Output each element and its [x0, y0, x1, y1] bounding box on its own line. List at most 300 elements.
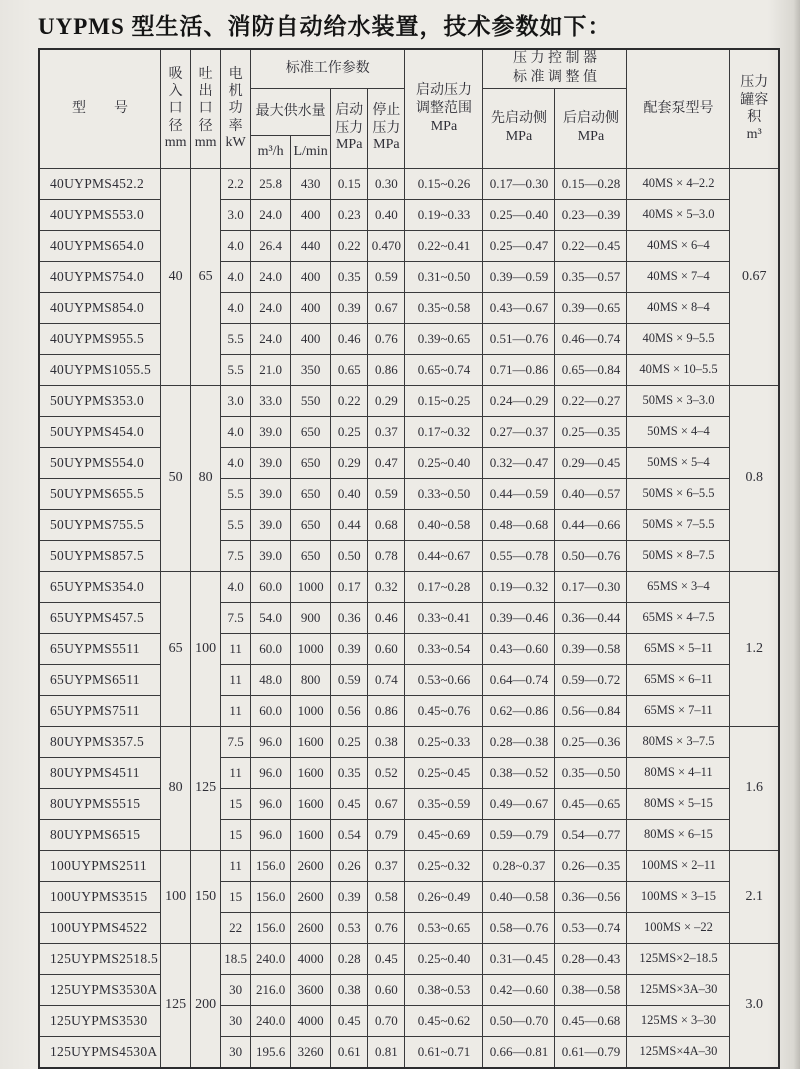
cell-max-supply-lmin: 2600 — [291, 912, 331, 943]
cell-motor-power: 30 — [221, 1005, 251, 1036]
cell-later-start-side: 0.29—0.45 — [555, 447, 627, 478]
cell-later-start-side: 0.17—0.30 — [555, 571, 627, 602]
cell-stop-pressure: 0.47 — [368, 447, 405, 478]
cell-first-start-side: 0.51—0.76 — [483, 323, 555, 354]
cell-start-pressure: 0.45 — [331, 788, 368, 819]
cell-stop-pressure: 0.37 — [368, 850, 405, 881]
cell-later-start-side: 0.22—0.27 — [555, 385, 627, 416]
cell-model: 40UYPMS553.0 — [39, 199, 161, 230]
cell-model: 100UYPMS4522 — [39, 912, 161, 943]
cell-max-supply-lmin: 350 — [291, 354, 331, 385]
cell-model: 125UYPMS2518.5 — [39, 943, 161, 974]
cell-max-supply-m3h: 39.0 — [251, 416, 291, 447]
cell-model: 40UYPMS1055.5 — [39, 354, 161, 385]
cell-max-supply-m3h: 26.4 — [251, 230, 291, 261]
cell-model: 80UYPMS5515 — [39, 788, 161, 819]
cell-motor-power: 2.2 — [221, 168, 251, 199]
cell-adjust-range: 0.25~0.45 — [405, 757, 483, 788]
cell-later-start-side: 0.26—0.35 — [555, 850, 627, 881]
cell-adjust-range: 0.25~0.40 — [405, 447, 483, 478]
cell-first-start-side: 0.59—0.79 — [483, 819, 555, 850]
cell-motor-power: 11 — [221, 633, 251, 664]
cell-model: 40UYPMS452.2 — [39, 168, 161, 199]
cell-adjust-range: 0.15~0.25 — [405, 385, 483, 416]
cell-first-start-side: 0.39—0.59 — [483, 261, 555, 292]
cell-start-pressure: 0.28 — [331, 943, 368, 974]
cell-max-supply-lmin: 2600 — [291, 881, 331, 912]
cell-motor-power: 7.5 — [221, 602, 251, 633]
cell-discharge-diameter: 65 — [191, 168, 221, 385]
cell-adjust-range: 0.22~0.41 — [405, 230, 483, 261]
cell-start-pressure: 0.35 — [331, 757, 368, 788]
cell-stop-pressure: 0.38 — [368, 726, 405, 757]
cell-adjust-range: 0.61~0.71 — [405, 1036, 483, 1068]
header-model: 型 号 — [39, 49, 161, 168]
cell-stop-pressure: 0.40 — [368, 199, 405, 230]
cell-discharge-diameter: 200 — [191, 943, 221, 1068]
cell-first-start-side: 0.38—0.52 — [483, 757, 555, 788]
cell-model: 80UYPMS6515 — [39, 819, 161, 850]
cell-first-start-side: 0.55—0.78 — [483, 540, 555, 571]
cell-model: 50UYPMS353.0 — [39, 385, 161, 416]
cell-start-pressure: 0.39 — [331, 881, 368, 912]
cell-max-supply-lmin: 550 — [291, 385, 331, 416]
cell-later-start-side: 0.59—0.72 — [555, 664, 627, 695]
cell-max-supply-lmin: 1600 — [291, 757, 331, 788]
cell-start-pressure: 0.17 — [331, 571, 368, 602]
cell-model: 100UYPMS3515 — [39, 881, 161, 912]
header-pump-model: 配套泵型号 — [627, 49, 730, 168]
cell-stop-pressure: 0.32 — [368, 571, 405, 602]
cell-first-start-side: 0.58—0.76 — [483, 912, 555, 943]
cell-start-pressure: 0.61 — [331, 1036, 368, 1068]
cell-max-supply-m3h: 96.0 — [251, 726, 291, 757]
cell-motor-power: 5.5 — [221, 478, 251, 509]
cell-stop-pressure: 0.78 — [368, 540, 405, 571]
cell-first-start-side: 0.50—0.70 — [483, 1005, 555, 1036]
cell-stop-pressure: 0.52 — [368, 757, 405, 788]
cell-later-start-side: 0.23—0.39 — [555, 199, 627, 230]
cell-adjust-range: 0.45~0.76 — [405, 695, 483, 726]
cell-stop-pressure: 0.37 — [368, 416, 405, 447]
cell-later-start-side: 0.25—0.36 — [555, 726, 627, 757]
cell-max-supply-m3h: 60.0 — [251, 633, 291, 664]
cell-first-start-side: 0.19—0.32 — [483, 571, 555, 602]
header-controller-line2: 标 准 调 整 值 — [512, 69, 597, 85]
cell-motor-power: 15 — [221, 819, 251, 850]
header-discharge-unit: mm — [194, 134, 217, 150]
cell-motor-power: 7.5 — [221, 726, 251, 757]
cell-motor-power: 30 — [221, 1036, 251, 1068]
cell-adjust-range: 0.17~0.32 — [405, 416, 483, 447]
cell-start-pressure: 0.36 — [331, 602, 368, 633]
cell-tank-volume: 3.0 — [730, 943, 779, 1068]
cell-adjust-range: 0.65~0.74 — [405, 354, 483, 385]
cell-pump-model: 80MS × 4–11 — [627, 757, 730, 788]
cell-max-supply-lmin: 400 — [291, 261, 331, 292]
cell-adjust-range: 0.26~0.49 — [405, 881, 483, 912]
cell-adjust-range: 0.38~0.53 — [405, 974, 483, 1005]
cell-motor-power: 4.0 — [221, 230, 251, 261]
cell-model: 40UYPMS754.0 — [39, 261, 161, 292]
cell-max-supply-m3h: 25.8 — [251, 168, 291, 199]
cell-max-supply-m3h: 195.6 — [251, 1036, 291, 1068]
cell-first-start-side: 0.43—0.60 — [483, 633, 555, 664]
cell-motor-power: 30 — [221, 974, 251, 1005]
cell-max-supply-m3h: 156.0 — [251, 881, 291, 912]
cell-adjust-range: 0.31~0.50 — [405, 261, 483, 292]
cell-first-start-side: 0.32—0.47 — [483, 447, 555, 478]
cell-adjust-range: 0.44~0.67 — [405, 540, 483, 571]
header-first-start-unit: MPa — [505, 129, 533, 145]
cell-pump-model: 65MS × 7–11 — [627, 695, 730, 726]
cell-first-start-side: 0.42—0.60 — [483, 974, 555, 1005]
cell-start-pressure: 0.40 — [331, 478, 368, 509]
cell-first-start-side: 0.71—0.86 — [483, 354, 555, 385]
cell-stop-pressure: 0.76 — [368, 912, 405, 943]
cell-start-pressure: 0.54 — [331, 819, 368, 850]
table-row — [39, 974, 779, 1005]
cell-start-pressure: 0.53 — [331, 912, 368, 943]
cell-later-start-side: 0.56—0.84 — [555, 695, 627, 726]
table-row — [39, 850, 779, 881]
cell-start-pressure: 0.39 — [331, 633, 368, 664]
table-row — [39, 819, 779, 850]
cell-adjust-range: 0.40~0.58 — [405, 509, 483, 540]
cell-motor-power: 4.0 — [221, 261, 251, 292]
cell-motor-power: 11 — [221, 695, 251, 726]
cell-pump-model: 125MS × 3–30 — [627, 1005, 730, 1036]
cell-max-supply-lmin: 4000 — [291, 943, 331, 974]
header-pressure-controller — [483, 49, 627, 88]
cell-adjust-range: 0.45~0.69 — [405, 819, 483, 850]
cell-model: 65UYPMS354.0 — [39, 571, 161, 602]
cell-start-pressure: 0.26 — [331, 850, 368, 881]
header-start-label: 启动压力 — [335, 103, 364, 136]
cell-pump-model: 40MS × 5–3.0 — [627, 199, 730, 230]
cell-pump-model: 80MS × 6–15 — [627, 819, 730, 850]
header-controller-line1: 压 力 控 制 器 — [512, 51, 597, 66]
cell-first-start-side: 0.48—0.68 — [483, 509, 555, 540]
cell-max-supply-lmin: 4000 — [291, 1005, 331, 1036]
cell-max-supply-m3h: 48.0 — [251, 664, 291, 695]
table-row — [39, 726, 779, 757]
cell-pump-model: 100MS × 2–11 — [627, 850, 730, 881]
cell-max-supply-lmin: 3600 — [291, 974, 331, 1005]
header-stop-label: 停止压力 — [372, 103, 401, 136]
cell-max-supply-m3h: 240.0 — [251, 1005, 291, 1036]
cell-later-start-side: 0.22—0.45 — [555, 230, 627, 261]
cell-start-pressure: 0.22 — [331, 230, 368, 261]
cell-start-pressure: 0.35 — [331, 261, 368, 292]
cell-pump-model: 40MS × 7–4 — [627, 261, 730, 292]
cell-start-pressure: 0.39 — [331, 292, 368, 323]
cell-stop-pressure: 0.86 — [368, 695, 405, 726]
header-first-start-side — [483, 88, 555, 168]
header-tank-volume — [730, 49, 779, 168]
cell-adjust-range: 0.39~0.65 — [405, 323, 483, 354]
table-header — [39, 49, 779, 168]
cell-model: 50UYPMS554.0 — [39, 447, 161, 478]
cell-max-supply-lmin: 650 — [291, 540, 331, 571]
cell-later-start-side: 0.39—0.65 — [555, 292, 627, 323]
cell-pump-model: 40MS × 8–4 — [627, 292, 730, 323]
cell-start-pressure: 0.15 — [331, 168, 368, 199]
cell-later-start-side: 0.46—0.74 — [555, 323, 627, 354]
table-row — [39, 912, 779, 943]
cell-start-pressure: 0.56 — [331, 695, 368, 726]
cell-first-start-side: 0.62—0.86 — [483, 695, 555, 726]
cell-pump-model: 65MS × 5–11 — [627, 633, 730, 664]
cell-motor-power: 5.5 — [221, 323, 251, 354]
table-row — [39, 943, 779, 974]
cell-model: 40UYPMS955.5 — [39, 323, 161, 354]
table-row — [39, 602, 779, 633]
cell-pump-model: 40MS × 10–5.5 — [627, 354, 730, 385]
table-row — [39, 788, 779, 819]
cell-later-start-side: 0.45—0.68 — [555, 1005, 627, 1036]
cell-adjust-range: 0.25~0.33 — [405, 726, 483, 757]
cell-motor-power: 15 — [221, 881, 251, 912]
cell-adjust-range: 0.33~0.50 — [405, 478, 483, 509]
cell-adjust-range: 0.25~0.40 — [405, 943, 483, 974]
cell-adjust-range: 0.45~0.62 — [405, 1005, 483, 1036]
cell-max-supply-lmin: 1600 — [291, 819, 331, 850]
header-tank-label: 压力罐容积 — [740, 75, 769, 126]
cell-discharge-diameter: 80 — [191, 385, 221, 571]
cell-pump-model: 40MS × 6–4 — [627, 230, 730, 261]
header-lmin: L/min — [291, 135, 331, 168]
cell-model: 65UYPMS457.5 — [39, 602, 161, 633]
cell-motor-power: 11 — [221, 664, 251, 695]
cell-pump-model: 50MS × 3–3.0 — [627, 385, 730, 416]
cell-max-supply-lmin: 1600 — [291, 788, 331, 819]
header-motor-power — [221, 49, 251, 168]
cell-adjust-range: 0.35~0.58 — [405, 292, 483, 323]
table-row — [39, 695, 779, 726]
cell-pump-model: 50MS × 6–5.5 — [627, 478, 730, 509]
table-row — [39, 757, 779, 788]
cell-stop-pressure: 0.30 — [368, 168, 405, 199]
cell-adjust-range: 0.19~0.33 — [405, 199, 483, 230]
cell-max-supply-lmin: 2600 — [291, 850, 331, 881]
header-adjust-unit: MPa — [430, 118, 458, 134]
cell-pump-model: 50MS × 8–7.5 — [627, 540, 730, 571]
cell-max-supply-lmin: 400 — [291, 199, 331, 230]
header-suction-unit: mm — [164, 134, 187, 150]
cell-max-supply-m3h: 33.0 — [251, 385, 291, 416]
header-start-pressure — [331, 88, 368, 168]
table-row — [39, 261, 779, 292]
spec-table — [38, 48, 780, 1069]
cell-start-pressure: 0.46 — [331, 323, 368, 354]
table-row — [39, 323, 779, 354]
cell-pump-model: 50MS × 7–5.5 — [627, 509, 730, 540]
cell-stop-pressure: 0.70 — [368, 1005, 405, 1036]
header-later-start-side — [555, 88, 627, 168]
cell-first-start-side: 0.31—0.45 — [483, 943, 555, 974]
cell-suction-diameter: 40 — [161, 168, 191, 385]
cell-model: 40UYPMS854.0 — [39, 292, 161, 323]
cell-pump-model: 65MS × 3–4 — [627, 571, 730, 602]
cell-motor-power: 4.0 — [221, 292, 251, 323]
cell-pump-model: 65MS × 4–7.5 — [627, 602, 730, 633]
cell-start-pressure: 0.65 — [331, 354, 368, 385]
header-suction-diameter — [161, 49, 191, 168]
cell-adjust-range: 0.35~0.59 — [405, 788, 483, 819]
cell-pump-model: 40MS × 9–5.5 — [627, 323, 730, 354]
header-max-supply: 最大供水量 — [251, 88, 331, 135]
cell-later-start-side: 0.54—0.77 — [555, 819, 627, 850]
cell-max-supply-m3h: 156.0 — [251, 850, 291, 881]
cell-later-start-side: 0.50—0.76 — [555, 540, 627, 571]
cell-max-supply-m3h: 39.0 — [251, 540, 291, 571]
cell-first-start-side: 0.44—0.59 — [483, 478, 555, 509]
cell-model: 50UYPMS755.5 — [39, 509, 161, 540]
table-row — [39, 168, 779, 199]
cell-adjust-range: 0.17~0.28 — [405, 571, 483, 602]
cell-motor-power: 18.5 — [221, 943, 251, 974]
header-later-start-unit: MPa — [577, 129, 605, 145]
cell-first-start-side: 0.66—0.81 — [483, 1036, 555, 1068]
cell-model: 125UYPMS3530A — [39, 974, 161, 1005]
cell-max-supply-m3h: 60.0 — [251, 571, 291, 602]
cell-stop-pressure: 0.470 — [368, 230, 405, 261]
table-row — [39, 447, 779, 478]
cell-max-supply-m3h: 24.0 — [251, 199, 291, 230]
table-body — [39, 168, 779, 1068]
cell-max-supply-lmin: 650 — [291, 478, 331, 509]
cell-model: 80UYPMS357.5 — [39, 726, 161, 757]
cell-stop-pressure: 0.81 — [368, 1036, 405, 1068]
cell-stop-pressure: 0.79 — [368, 819, 405, 850]
cell-max-supply-lmin: 1000 — [291, 695, 331, 726]
cell-max-supply-lmin: 3260 — [291, 1036, 331, 1068]
cell-model: 50UYPMS454.0 — [39, 416, 161, 447]
cell-stop-pressure: 0.67 — [368, 788, 405, 819]
header-motor-unit: kW — [225, 134, 246, 150]
table-row — [39, 1036, 779, 1068]
cell-max-supply-m3h: 54.0 — [251, 602, 291, 633]
cell-tank-volume: 0.67 — [730, 168, 779, 385]
cell-max-supply-m3h: 24.0 — [251, 323, 291, 354]
cell-stop-pressure: 0.45 — [368, 943, 405, 974]
cell-tank-volume: 1.6 — [730, 726, 779, 850]
cell-max-supply-m3h: 60.0 — [251, 695, 291, 726]
cell-pump-model: 80MS × 3–7.5 — [627, 726, 730, 757]
cell-discharge-diameter: 125 — [191, 726, 221, 850]
cell-max-supply-lmin: 1600 — [291, 726, 331, 757]
cell-stop-pressure: 0.58 — [368, 881, 405, 912]
table-row — [39, 292, 779, 323]
cell-start-pressure: 0.44 — [331, 509, 368, 540]
table-row — [39, 478, 779, 509]
cell-model: 65UYPMS6511 — [39, 664, 161, 695]
cell-model: 50UYPMS857.5 — [39, 540, 161, 571]
cell-pump-model: 50MS × 5–4 — [627, 447, 730, 478]
table-row — [39, 199, 779, 230]
cell-tank-volume: 2.1 — [730, 850, 779, 943]
cell-max-supply-m3h: 96.0 — [251, 757, 291, 788]
cell-start-pressure: 0.38 — [331, 974, 368, 1005]
cell-stop-pressure: 0.68 — [368, 509, 405, 540]
cell-motor-power: 22 — [221, 912, 251, 943]
cell-model: 80UYPMS4511 — [39, 757, 161, 788]
cell-max-supply-m3h: 96.0 — [251, 788, 291, 819]
cell-later-start-side: 0.44—0.66 — [555, 509, 627, 540]
cell-later-start-side: 0.36—0.44 — [555, 602, 627, 633]
cell-later-start-side: 0.38—0.58 — [555, 974, 627, 1005]
cell-max-supply-lmin: 430 — [291, 168, 331, 199]
cell-adjust-range: 0.15~0.26 — [405, 168, 483, 199]
cell-later-start-side: 0.25—0.35 — [555, 416, 627, 447]
cell-suction-diameter: 125 — [161, 943, 191, 1068]
header-start-unit: MPa — [335, 137, 363, 153]
cell-model: 125UYPMS4530A — [39, 1036, 161, 1068]
cell-start-pressure: 0.25 — [331, 726, 368, 757]
header-discharge-label: 吐出口径 — [198, 67, 213, 134]
table-row — [39, 633, 779, 664]
cell-first-start-side: 0.43—0.67 — [483, 292, 555, 323]
cell-start-pressure: 0.29 — [331, 447, 368, 478]
header-motor-label: 电机功率 — [228, 67, 243, 134]
cell-start-pressure: 0.45 — [331, 1005, 368, 1036]
cell-discharge-diameter: 100 — [191, 571, 221, 726]
cell-max-supply-m3h: 240.0 — [251, 943, 291, 974]
cell-stop-pressure: 0.59 — [368, 478, 405, 509]
cell-first-start-side: 0.25—0.47 — [483, 230, 555, 261]
cell-stop-pressure: 0.59 — [368, 261, 405, 292]
page-title: UYPMS 型生活、消防自动给水装置，技术参数如下： — [38, 14, 612, 39]
cell-start-pressure: 0.22 — [331, 385, 368, 416]
cell-max-supply-lmin: 400 — [291, 292, 331, 323]
table-row — [39, 1005, 779, 1036]
table-row — [39, 509, 779, 540]
cell-later-start-side: 0.28—0.43 — [555, 943, 627, 974]
cell-max-supply-lmin: 400 — [291, 323, 331, 354]
cell-first-start-side: 0.40—0.58 — [483, 881, 555, 912]
cell-later-start-side: 0.35—0.57 — [555, 261, 627, 292]
cell-suction-diameter: 65 — [161, 571, 191, 726]
cell-motor-power: 11 — [221, 757, 251, 788]
cell-motor-power: 15 — [221, 788, 251, 819]
cell-model: 50UYPMS655.5 — [39, 478, 161, 509]
cell-stop-pressure: 0.29 — [368, 385, 405, 416]
cell-max-supply-lmin: 440 — [291, 230, 331, 261]
cell-stop-pressure: 0.46 — [368, 602, 405, 633]
cell-model: 65UYPMS7511 — [39, 695, 161, 726]
cell-later-start-side: 0.15—0.28 — [555, 168, 627, 199]
cell-later-start-side: 0.53—0.74 — [555, 912, 627, 943]
cell-max-supply-m3h: 21.0 — [251, 354, 291, 385]
cell-motor-power: 5.5 — [221, 509, 251, 540]
cell-start-pressure: 0.59 — [331, 664, 368, 695]
table-row — [39, 354, 779, 385]
cell-max-supply-lmin: 900 — [291, 602, 331, 633]
cell-model: 40UYPMS654.0 — [39, 230, 161, 261]
cell-first-start-side: 0.49—0.67 — [483, 788, 555, 819]
cell-pump-model: 125MS×3A–30 — [627, 974, 730, 1005]
header-stop-unit: MPa — [373, 137, 400, 153]
cell-pump-model: 65MS × 6–11 — [627, 664, 730, 695]
cell-motor-power: 5.5 — [221, 354, 251, 385]
cell-start-pressure: 0.25 — [331, 416, 368, 447]
cell-stop-pressure: 0.74 — [368, 664, 405, 695]
cell-adjust-range: 0.33~0.41 — [405, 602, 483, 633]
cell-later-start-side: 0.36—0.56 — [555, 881, 627, 912]
cell-later-start-side: 0.40—0.57 — [555, 478, 627, 509]
table-row — [39, 385, 779, 416]
